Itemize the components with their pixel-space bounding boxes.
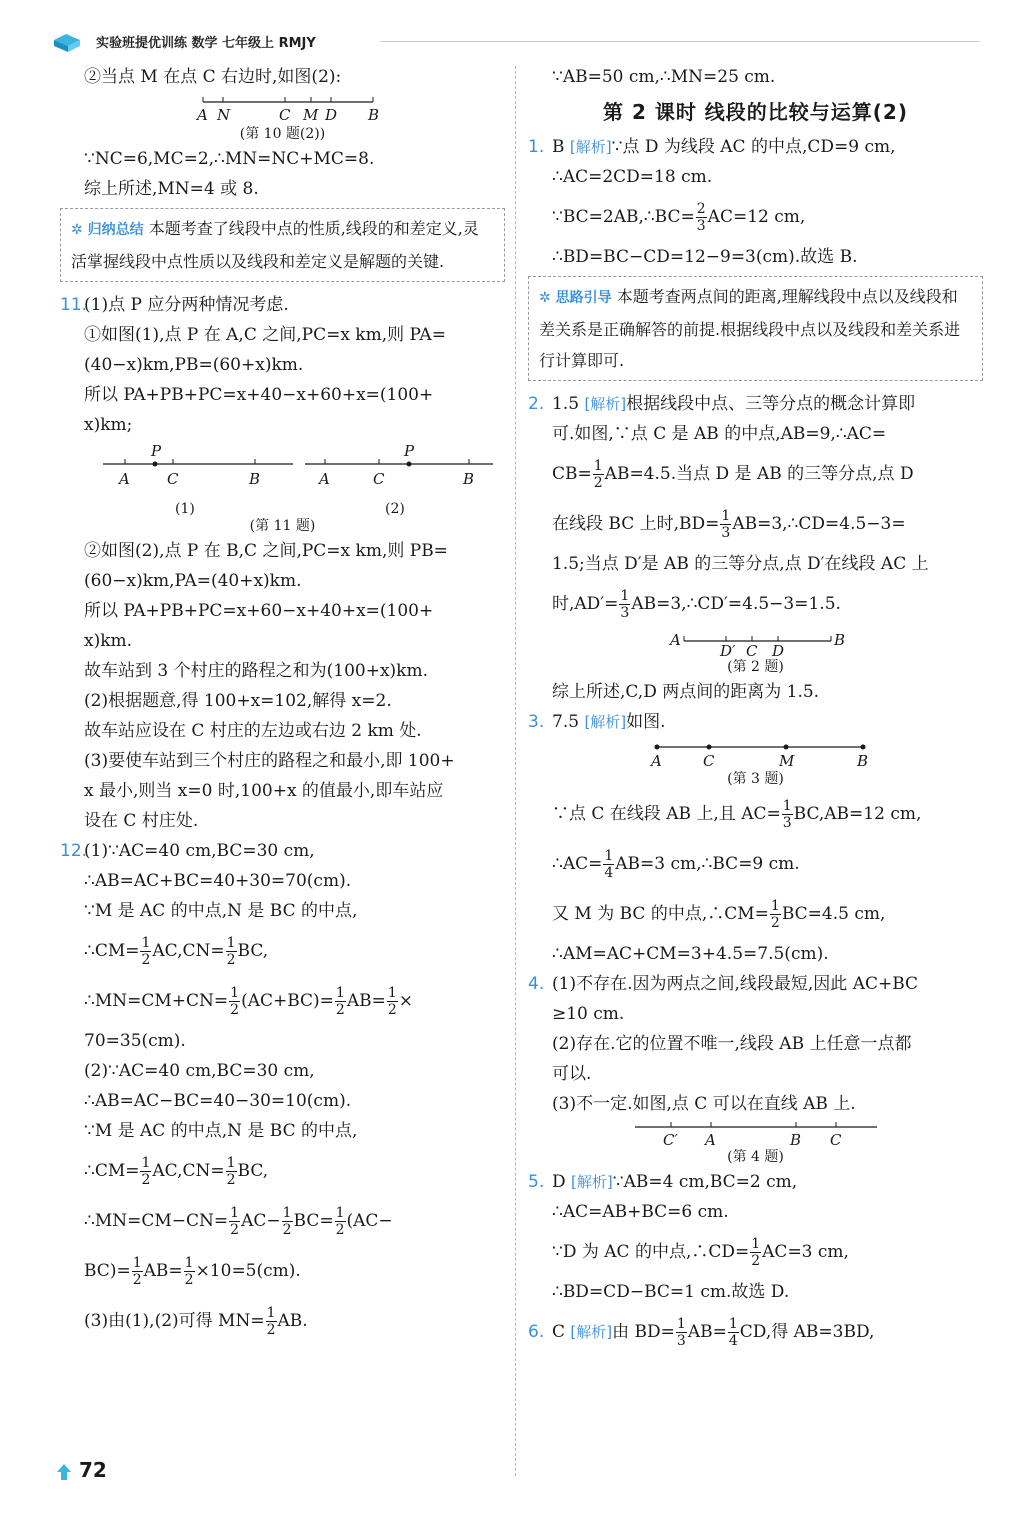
- question-number: 5.: [528, 1172, 545, 1192]
- fig11-label: P: [403, 442, 414, 460]
- text-line: ∵AB=50 cm,∴MN=25 cm.: [552, 67, 776, 87]
- figure-11: [73, 442, 493, 492]
- text-line: ∵M 是 AC 的中点,N 是 BC 的中点,: [84, 1121, 358, 1141]
- question-number: 2.: [528, 394, 545, 414]
- fig11-label: A: [118, 470, 130, 488]
- fig11-label: C: [166, 470, 178, 488]
- fraction: $\frac{1}{2}$: [282, 1205, 292, 1238]
- summary-label: ✲ 归纳总结: [71, 222, 144, 238]
- text-line: ②当点 M 在点 C 右边时,如图(2):: [84, 67, 342, 87]
- section-title: 第 2 课时 线段的比较与运算(2): [602, 100, 908, 124]
- fig11-label: A: [318, 470, 330, 488]
- fig2-label: D′: [719, 642, 735, 657]
- book-logo-icon: [50, 32, 86, 54]
- fig3-label: C: [702, 752, 714, 769]
- fraction: $\frac{1}{2}$: [226, 935, 236, 968]
- fig10-label: B: [367, 106, 379, 124]
- figure-caption: (第 11 题): [249, 518, 316, 534]
- fraction: $\frac{1}{2}$: [266, 1305, 276, 1338]
- figure-3: [641, 739, 871, 769]
- figure-10-2: [183, 94, 383, 124]
- figure-caption: (第 10 题(2)): [239, 126, 326, 142]
- text-line: 可以.: [552, 1064, 592, 1084]
- formula-line: 在线段 BC 上时,BD= $\frac{1}{3}$ AB=3,∴CD=4.5−3=: [552, 508, 906, 541]
- fraction: $\frac{1}{3}$: [782, 798, 792, 831]
- fraction: $\frac{1}{2}$: [141, 935, 151, 968]
- page-arrow-icon: [56, 1463, 72, 1481]
- analysis-tag: [解析]: [570, 1323, 613, 1341]
- formula-line: ∵BC=2AB,∴BC= $\frac{2}{3}$ AC=12 cm,: [552, 201, 806, 234]
- fig11-label: C: [372, 470, 384, 488]
- fig4-label: B: [789, 1131, 801, 1147]
- text-line: (2)根据题意,得 100+x=102,解得 x=2.: [84, 691, 392, 711]
- page-header: [50, 30, 980, 56]
- fig4-label: A: [704, 1131, 716, 1147]
- fraction: $\frac{1}{2}$: [141, 1155, 151, 1188]
- left-column: [60, 62, 505, 1346]
- fraction: $\frac{1}{2}$: [770, 898, 780, 931]
- page-number: 72: [56, 1458, 107, 1482]
- guide-box: [528, 276, 983, 381]
- fraction: $\frac{2}{3}$: [696, 201, 706, 234]
- question-number: 6.: [528, 1322, 545, 1342]
- question-number: 3.: [528, 712, 545, 732]
- text-line: 设在 C 村庄处.: [84, 811, 199, 831]
- formula-line: 6. C [解析]由 BD= $\frac{1}{3}$ AB= $\frac{1}{4}$ CD,得 AB=3BD,: [528, 1307, 983, 1357]
- fraction: $\frac{1}{2}$: [230, 1205, 240, 1238]
- fig10-label: N: [216, 106, 230, 124]
- question-number: 1.: [528, 137, 545, 157]
- text-line: (3)要使车站到三个村庄的路程之和最小,即 100+: [84, 751, 455, 771]
- fraction: $\frac{1}{2}$: [226, 1155, 236, 1188]
- formula-line: BC)= $\frac{1}{2}$ AB= $\frac{1}{2}$ ×10=5(cm).: [84, 1255, 301, 1288]
- text-line: ∴AB=AC+BC=40+30=70(cm).: [84, 871, 352, 891]
- formula-line: CB= $\frac{1}{2}$ AB=4.5.当点 D 是 AB 的三等分点,点 D: [552, 458, 914, 491]
- figure-caption: (第 4 题): [727, 1149, 784, 1165]
- summary-box: [60, 208, 505, 282]
- fig2-label: B: [833, 631, 845, 649]
- summary-text: 本题考查了线段中点的性质,线段的和差定义,灵活掌握线段中点性质以及线段和差定义是解题的关键.: [71, 219, 479, 271]
- fig11-label: B: [462, 470, 474, 488]
- figure-sub-captions: [60, 492, 505, 516]
- sub-caption: (1): [175, 501, 195, 517]
- analysis-tag: [解析]: [569, 138, 612, 156]
- text-line: ∵M 是 AC 的中点,N 是 BC 的中点,: [84, 901, 358, 921]
- text-line: (2)存在.它的位置不唯一,线段 AB 上任意一点都: [552, 1034, 912, 1054]
- text-line: x)km.: [84, 631, 133, 651]
- formula-line: ∵点 C 在线段 AB 上,且 AC= $\frac{1}{3}$ BC,AB=12 cm,: [552, 798, 922, 831]
- text-line: ②如图(2),点 P 在 B,C 之间,PC=x km,则 PB=: [84, 541, 448, 561]
- text-line: ①如图(1),点 P 在 A,C 之间,PC=x km,则 PA=: [84, 325, 446, 345]
- formula-line: ∴CM= $\frac{1}{2}$ AC,CN= $\frac{1}{2}$ BC,: [84, 935, 269, 968]
- fraction: $\frac{1}{3}$: [676, 1316, 686, 1349]
- text-line: ≥10 cm.: [552, 1004, 625, 1024]
- formula-line: ∴MN=CM+CN= $\frac{1}{2}$ (AC+BC)= $\frac{1}{2}$ AB= $\frac{1}{2}$ ×: [84, 985, 414, 1018]
- question-number: 4.: [528, 974, 545, 994]
- fraction: $\frac{1}{2}$: [132, 1255, 142, 1288]
- fraction: $\frac{1}{4}$: [728, 1316, 738, 1349]
- text-line: (1)不存在.因为两点之间,线段最短,因此 AC+BC: [552, 974, 919, 994]
- fraction: $\frac{1}{2}$: [751, 1236, 761, 1269]
- fig11-label: B: [248, 470, 260, 488]
- text-line: 故车站应设在 C 村庄的左边或右边 2 km 处.: [84, 721, 422, 741]
- analysis-tag: [解析]: [571, 1173, 613, 1191]
- fig3-label: A: [650, 752, 662, 769]
- fig2-label: D: [771, 642, 784, 657]
- guide-label: ✲ 思路引导: [539, 290, 612, 306]
- fraction: $\frac{1}{2}$: [230, 985, 240, 1018]
- fig11-label: P: [150, 442, 161, 460]
- text-line: (3)不一定.如图,点 C 可以在直线 AB 上.: [552, 1094, 856, 1114]
- text-line: ∴AC=2CD=18 cm.: [552, 167, 713, 187]
- analysis-tag: [解析]: [584, 713, 627, 731]
- book-title: 实验班提优训练 数学 七年级上 RMJY: [96, 36, 316, 51]
- text-line: 综上所述,C,D 两点间的距离为 1.5.: [552, 682, 820, 702]
- question-number: 11.: [60, 295, 88, 315]
- fig10-label: D: [324, 106, 337, 124]
- text-line: ∵NC=6,MC=2,∴MN=NC+MC=8.: [84, 149, 375, 169]
- text-line: ∴AB=AC−BC=40−30=10(cm).: [84, 1091, 352, 1111]
- text-line: (1)∵AC=40 cm,BC=30 cm,: [84, 841, 315, 861]
- guide-text: 本题考查两点间的距离,理解线段中点以及线段和差关系是正确解答的前提.根据线段中点以及线段和差关系进行计算即可.: [539, 287, 961, 370]
- fraction: $\frac{1}{4}$: [604, 848, 614, 881]
- fig10-label: C: [278, 106, 290, 124]
- question-number: 12.: [60, 841, 88, 861]
- fig2-label: A: [669, 631, 681, 649]
- column-divider: [515, 66, 516, 1476]
- fraction: $\frac{1}{2}$: [184, 1255, 194, 1288]
- text-line: (2)∵AC=40 cm,BC=30 cm,: [84, 1061, 315, 1081]
- formula-line: (3)由(1),(2)可得 MN= $\frac{1}{2}$ AB.: [84, 1305, 308, 1338]
- text-line: 综上所述,MN=4 或 8.: [84, 179, 259, 199]
- figure-2: [666, 631, 846, 657]
- fraction: $\frac{1}{3}$: [620, 588, 630, 621]
- formula-line: ∴AC= $\frac{1}{4}$ AB=3 cm,∴BC=9 cm.: [552, 848, 800, 881]
- text-line: 1.5;当点 D′是 AB 的三等分点,点 D′在线段 AC 上: [552, 554, 929, 574]
- figure-caption: (第 3 题): [727, 771, 784, 787]
- text-line: 可.如图,∵点 C 是 AB 的中点,AB=9,∴AC=: [552, 424, 887, 444]
- text-line: 70=35(cm).: [84, 1031, 186, 1051]
- text-line: 所以 PA+PB+PC=x+40−x+60+x=(100+: [84, 385, 434, 405]
- formula-line: ∴CM= $\frac{1}{2}$ AC,CN= $\frac{1}{2}$ BC,: [84, 1155, 269, 1188]
- text-line: (60−x)km,PA=(40+x)km.: [84, 571, 302, 591]
- formula-line: 又 M 为 BC 的中点,∴CM= $\frac{1}{2}$ BC=4.5 cm,: [552, 898, 886, 931]
- text-line: 故车站到 3 个村庄的路程之和为(100+x)km.: [84, 661, 428, 681]
- fig4-label: C′: [662, 1131, 678, 1147]
- fig3-label: M: [778, 752, 794, 769]
- sub-caption: (2): [385, 501, 405, 517]
- formula-line: ∵D 为 AC 的中点,∴CD= $\frac{1}{2}$ AC=3 cm,: [552, 1236, 849, 1269]
- text-line: x 最小,则当 x=0 时,100+x 的值最小,即车站应: [84, 781, 444, 801]
- text-line: 所以 PA+PB+PC=x+60−x+40+x=(100+: [84, 601, 434, 621]
- text-line: (1)点 P 应分两种情况考虑.: [84, 295, 289, 315]
- fig10-label: M: [302, 106, 318, 124]
- fig3-label: B: [856, 752, 868, 769]
- fraction: $\frac{1}{2}$: [335, 985, 345, 1018]
- text-line: ∴BD=CD−BC=1 cm.故选 D.: [552, 1282, 790, 1302]
- text-line: x)km;: [84, 415, 133, 435]
- fig4-label: C: [829, 1131, 841, 1147]
- text-line: (40−x)km,PB=(60+x)km.: [84, 355, 304, 375]
- text-line: ∴AM=AC+CM=3+4.5=7.5(cm).: [552, 944, 829, 964]
- figure-4: [631, 1121, 881, 1147]
- fraction: $\frac{1}{2}$: [387, 985, 397, 1018]
- fig2-label: C: [745, 642, 757, 657]
- fig10-label: A: [196, 106, 208, 124]
- analysis-tag: [解析]: [584, 395, 627, 413]
- fraction: $\frac{1}{2}$: [593, 458, 603, 491]
- header-rule: [380, 41, 980, 42]
- right-column: ∵AB=50 cm,∴MN=25 cm. 第 2 课时 线段的比较与运算(2) 1. B [解析]∵点 D 为线段 AC 的中点,CD=9 cm, ∴AC=2CD=18 cm. ∵BC=2AB,∴BC= $\frac{2}{3}$ AC=12 cm, ∴BD=BC−CD=12−9=3(cm).故选 B. ✲ 思路引导 本题考查两点间的距离,理解线段中点以及线段和差关系是正确解答的前提.根据线段中点以及线段和差关系进行计算即可. 2. 1.5 [解析]根据线段中点、三等分点的概念计算即 可.如图,∵点 C 是 AB 的中点,AB=9,∴AC= CB= $\frac{1}{2}$ AB=4.5.当点 D 是 AB 的三等分点,点 D 在线段 BC 上时,BD= $\frac{1}{3}$ AB=3,∴CD=4.5−3= 1.5;当点 D′是 AB 的三等分点,点 D′在线段 AC 上 时,AD′= $\frac{1}{3}$ AB=3,∴CD′=4.5−3=1.5. A D′ C D B (第 2 题) 综上所述,C,D 两点间的距离为 1.5. 3. 7.5 [解析]如图. A C M B (第 3 题) ∵点 C 在线段 AB 上,且 AC= $\frac{1}{3}$ BC,AB=12 cm, ∴AC= $\frac{1}{4}$ AB=3 cm,∴BC=9 cm. 又 M 为 BC 的中点,∴CM= $\frac{1}{2}$ BC=4.5 cm, ∴AM=AC+CM=3+4.5=7.5(cm). 4. (1)不存在.因为两点之间,线段最短,因此 AC+BC ≥10 cm. (2)存在.它的位置不唯一,线段 AB 上任意一点都 可以. (3)不一定.如图,点 C 可以在直线 AB 上. C′ A B C (第 4 题) 5. D [解析]∵AB=4 cm,BC=2 cm, ∴AC=AB+BC=6 cm. ∵D 为 AC 的中点,∴CD= $\frac{1}{2}$ AC=3 cm, ∴BD=CD−BC=1 cm.故选 D. 6. C [解析]由 BD= $\frac{1}{3}$ AB= $\frac{1}{4}$ CD,得 AB=3BD,: [528, 62, 983, 1357]
- text-line: ∴BD=BC−CD=12−9=3(cm).故选 B.: [552, 247, 858, 267]
- formula-line: 时,AD′= $\frac{1}{3}$ AB=3,∴CD′=4.5−3=1.5.: [552, 588, 841, 621]
- fraction: $\frac{1}{3}$: [721, 508, 731, 541]
- text-line: ∴AC=AB+BC=6 cm.: [552, 1202, 729, 1222]
- formula-line: ∴MN=CM−CN= $\frac{1}{2}$ AC− $\frac{1}{2}$ BC= $\frac{1}{2}$ (AC−: [84, 1205, 393, 1238]
- fraction: $\frac{1}{2}$: [335, 1205, 345, 1238]
- figure-caption: (第 2 题): [727, 659, 784, 675]
